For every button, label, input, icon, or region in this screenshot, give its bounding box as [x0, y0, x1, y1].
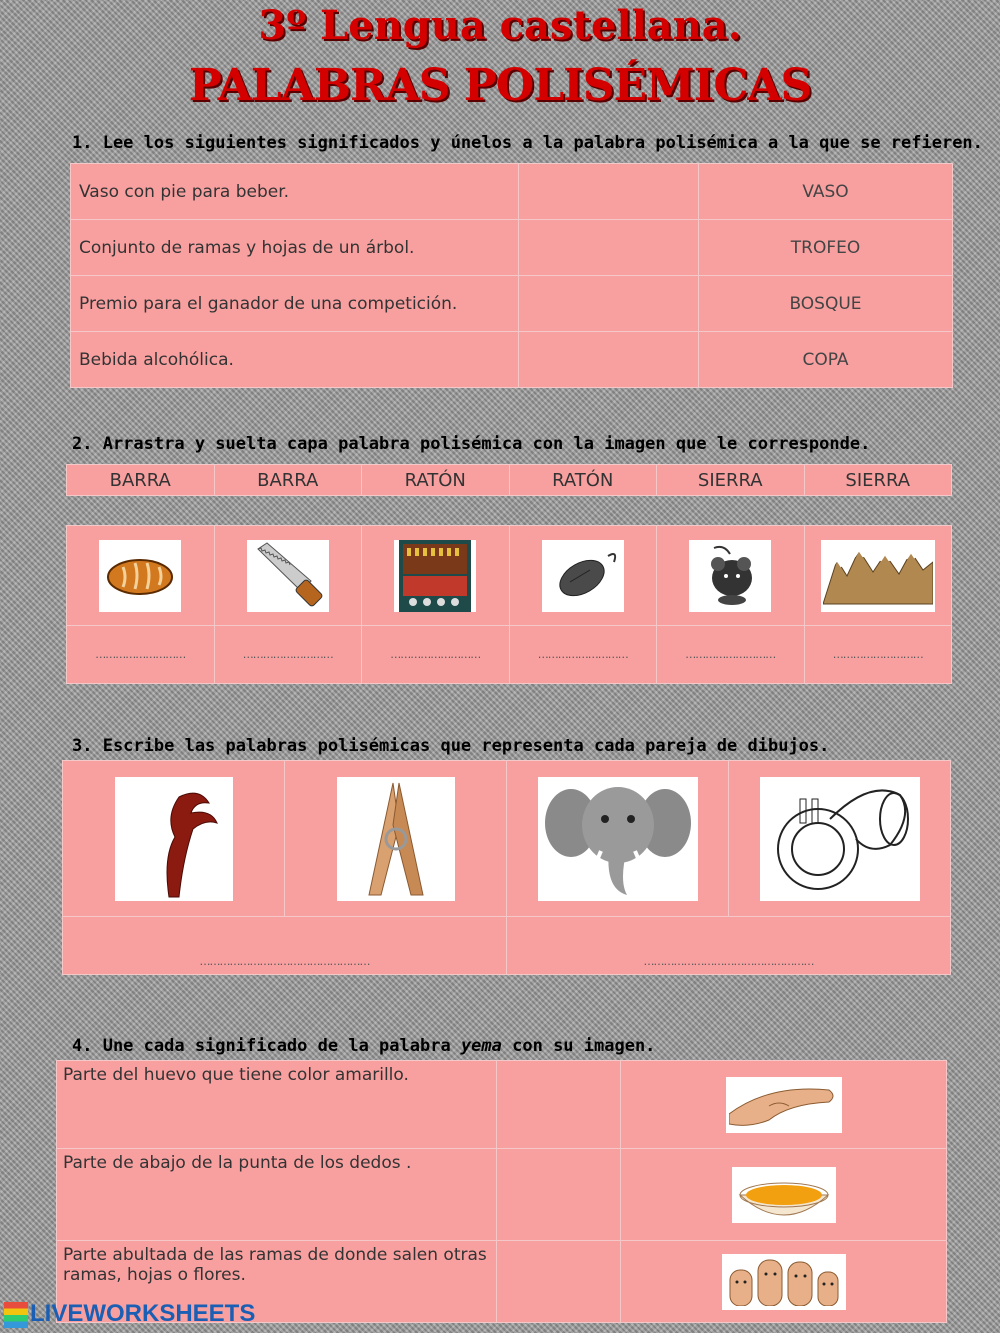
drop-zone-2[interactable]: ……………………… [214, 626, 362, 684]
drop-zone-4[interactable]: ……………………… [509, 626, 657, 684]
word-4[interactable]: COPA [699, 332, 953, 388]
hand-saw-icon [247, 540, 329, 612]
match-slot-3[interactable] [519, 276, 699, 332]
crab-claw-icon [115, 777, 233, 901]
image-cell-3-4 [729, 761, 951, 917]
draggable-word-5[interactable]: SIERRA [657, 465, 805, 496]
answer-field-3a[interactable]: …………………………………………… [63, 917, 507, 975]
draggable-word-4[interactable]: RATÓN [509, 465, 657, 496]
clothespin-icon [337, 777, 455, 901]
image-cell-2-2 [214, 526, 362, 626]
word-1[interactable]: VASO [699, 164, 953, 220]
definition-2: Conjunto de ramas y hojas de un árbol. [71, 220, 519, 276]
image-cell-2-1 [67, 526, 215, 626]
instruction-1: 1. Lee los siguientes significados y únelos a la palabra polisémica a la que se refieren. [72, 133, 983, 153]
title-line-1: 3º Lengua castellana. [258, 2, 742, 49]
image-grid-2 [66, 525, 952, 684]
computer-mouse-icon [542, 540, 624, 612]
draggable-word-3[interactable]: RATÓN [362, 465, 510, 496]
matching-table-4 [56, 1060, 947, 1323]
match-slot-2[interactable] [519, 220, 699, 276]
elephant-icon [538, 777, 698, 901]
word-2[interactable]: TROFEO [699, 220, 953, 276]
answer-field-3b[interactable]: …………………………………………… [507, 917, 951, 975]
yema-match-slot-3[interactable] [497, 1241, 621, 1323]
image-grid-3 [62, 760, 951, 975]
definition-4: Bebida alcohólica. [71, 332, 519, 388]
yema-definition-1: Parte del huevo que tiene color amarillo. [57, 1061, 497, 1149]
instruction-4-post: con su imagen. [501, 1036, 656, 1056]
draggable-word-2[interactable]: BARRA [214, 465, 362, 496]
word-3[interactable]: BOSQUE [699, 276, 953, 332]
mountain-range-icon [821, 540, 935, 612]
matching-table-1 [70, 163, 953, 388]
brand-text: LIVEWORKSHEETS [30, 1300, 256, 1327]
image-cell-2-6 [804, 526, 952, 626]
image-cell-3-2 [285, 761, 507, 917]
yema-definition-3: Parte abultada de las ramas de donde salen otras ramas, hojas o flores. [57, 1241, 497, 1323]
image-cell-3-1 [63, 761, 285, 917]
fingertip-icon[interactable] [726, 1077, 842, 1133]
yema-match-slot-2[interactable] [497, 1149, 621, 1241]
finger-faces-icon[interactable] [722, 1254, 846, 1310]
image-cell-3-3 [507, 761, 729, 917]
yema-definition-2: Parte de abajo de la punta de los dedos . [57, 1149, 497, 1241]
image-cell-2-5 [657, 526, 805, 626]
match-slot-4[interactable] [519, 332, 699, 388]
rat-icon [689, 540, 771, 612]
tuba-icon [760, 777, 920, 901]
bar-counter-icon [394, 540, 476, 612]
brand-icon [4, 1302, 28, 1328]
drop-zone-6[interactable]: ……………………… [804, 626, 952, 684]
drop-zone-3[interactable]: ……………………… [362, 626, 510, 684]
draggable-word-6[interactable]: SIERRA [804, 465, 952, 496]
instruction-4-pre: 4. Une cada significado de la palabra [72, 1036, 461, 1056]
instruction-3: 3. Escribe las palabras polisémicas que representa cada pareja de dibujos. [72, 736, 830, 756]
yema-match-slot-1[interactable] [497, 1061, 621, 1149]
draggable-word-1[interactable]: BARRA [67, 465, 215, 496]
title-line-2: PALABRAS POLISÉMICAS [188, 60, 812, 111]
match-slot-1[interactable] [519, 164, 699, 220]
definition-3: Premio para el ganador de una competición. [71, 276, 519, 332]
instruction-2: 2. Arrastra y suelta capa palabra polisémica con la imagen que le corresponde. [72, 434, 871, 454]
instruction-4 [72, 1036, 655, 1056]
drop-zone-5[interactable]: ……………………… [657, 626, 805, 684]
definition-1: Vaso con pie para beber. [71, 164, 519, 220]
instruction-4-word: yema [460, 1036, 502, 1056]
drop-zone-1[interactable]: ……………………… [67, 626, 215, 684]
image-cell-2-4 [509, 526, 657, 626]
brand-logo [4, 1300, 255, 1328]
egg-yolk-icon[interactable] [732, 1167, 836, 1223]
word-bank [66, 464, 952, 496]
bread-loaf-icon [99, 540, 181, 612]
image-cell-2-3 [362, 526, 510, 626]
